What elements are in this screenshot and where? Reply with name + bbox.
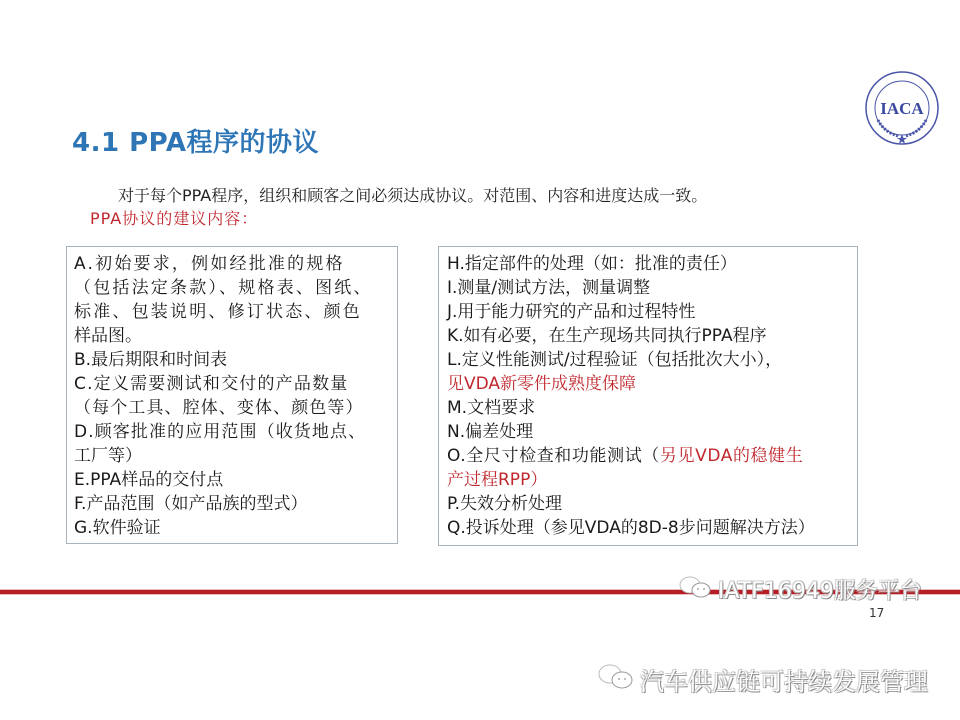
left-content-box xyxy=(66,246,398,544)
subheading: PPA协议的建议内容： xyxy=(90,209,259,228)
wechat-icon xyxy=(597,662,637,692)
list-item: E.PPA样品的交付点 xyxy=(74,470,224,490)
list-item xyxy=(447,444,857,468)
list-item: （包括法定条款）、规格表、图纸、 xyxy=(74,278,373,298)
list-item: C.定义需要测试和交付的产品数量 xyxy=(74,374,349,394)
slide-title: 4.1 PPA程序的协议 xyxy=(72,128,319,158)
list-item-reference: 产过程RPP） xyxy=(447,470,548,490)
list-item: B.最后期限和时间表 xyxy=(74,350,228,370)
list-item: A.初始要求，例如经批准的规格 xyxy=(74,254,345,274)
list-item: L.定义性能测试/过程验证（包括批次大小）， xyxy=(447,350,783,370)
list-item: 标准、包装说明、修订状态、颜色 xyxy=(74,302,362,322)
list-item: M.文档要求 xyxy=(447,398,536,418)
list-item: （每个工具、腔体、变体、颜色等） xyxy=(74,398,364,418)
watermark-top: IATF16949服务平台 xyxy=(718,579,922,604)
list-item: P.失效分析处理 xyxy=(447,494,563,514)
iaca-seal-icon xyxy=(864,70,940,146)
intro-text: 对于每个PPA程序，组织和顾客之间必须达成协议。对范围、内容和进度达成一致。 xyxy=(118,186,708,205)
list-item: D.顾客批准的应用范围（收货地点、 xyxy=(74,422,367,442)
list-item-reference: 见VDA新零件成熟度保障 xyxy=(447,374,637,394)
watermark-bottom: 汽车供应链可持续发展管理 xyxy=(640,668,928,696)
right-content-box xyxy=(438,246,858,546)
wechat-icon xyxy=(678,574,714,602)
page-number: 17 xyxy=(869,606,885,620)
list-item: H.指定部件的处理（如：批准的责任） xyxy=(447,254,737,274)
list-item: G.软件验证 xyxy=(74,518,161,538)
list-item: N.偏差处理 xyxy=(447,422,534,442)
list-item: Q.投诉处理（参见VDA的8D-8步问题解决方法） xyxy=(447,518,815,538)
list-item: K.如有必要，在生产现场共同执行PPA程序 xyxy=(447,326,767,346)
list-item: 工厂等） xyxy=(74,446,142,466)
list-item-text: O.全尺寸检查和功能测试（ xyxy=(447,446,660,466)
list-item-reference: 另见VDA的稳健生 xyxy=(659,446,804,466)
list-item: 样品图。 xyxy=(74,326,142,346)
list-item: I.测量/测试方法，测量调整 xyxy=(447,278,651,298)
list-item: F.产品范围（如产品族的型式） xyxy=(74,494,308,514)
list-item: J.用于能力研究的产品和过程特性 xyxy=(447,302,696,322)
svg-text:IACA: IACA xyxy=(880,99,924,118)
